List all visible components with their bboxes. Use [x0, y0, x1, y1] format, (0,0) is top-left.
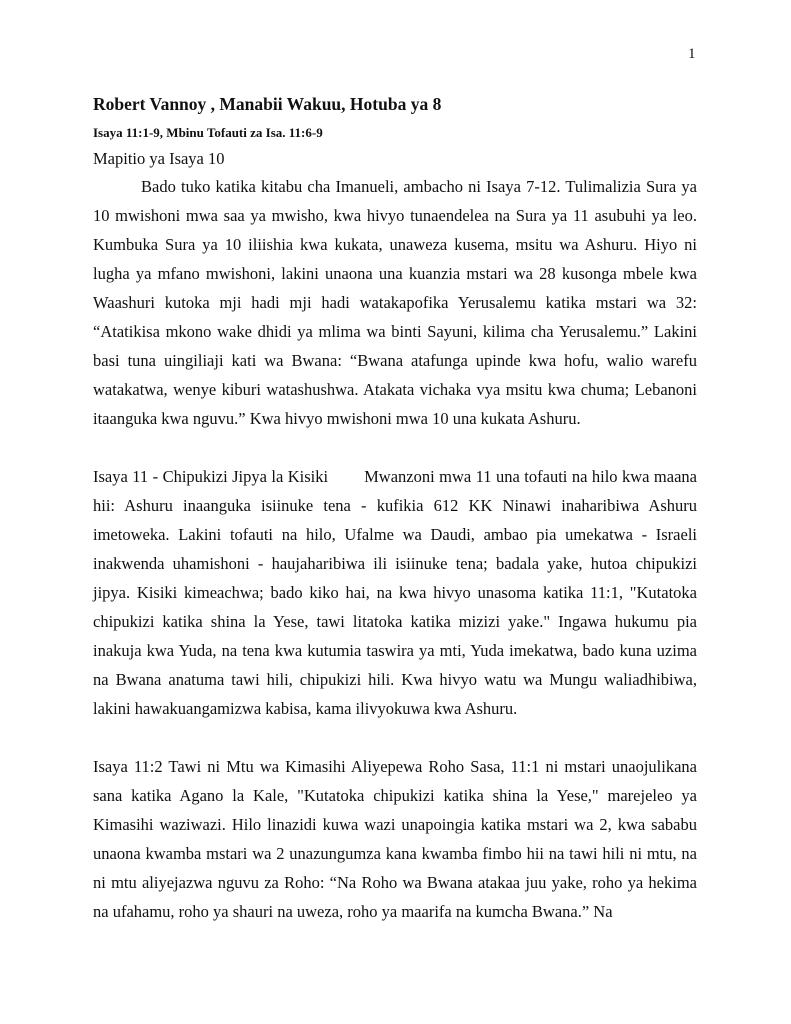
document-body [93, 93, 697, 926]
section-paragraph-messianic-branch [93, 752, 697, 926]
section-body-messianic-branch: Sasa, 11:1 ni mstari unaojulikana sana katika Agano la Kale, "Kutatoka chipukizi katika shina la Yese," marejeleo ya Kimasihi waziwazi. Hilo linazidi kuwa wazi unapoingia katika mstari wa 2, kwa sababu unaona kwamba mstari wa 2 unazungumza kana kwamba fimbo hii na tawi hili ni mtu, na ni mtu aliyejazwa nguvu za Roho: “Na Roho wa Bwana atakaa juu yake, roho ya hekima na ufahamu, roho ya shauri na uweza, roho ya maarifa na kumcha Bwana.” Na [93, 757, 697, 921]
paragraph-gap [93, 433, 697, 462]
section-paragraph-new-shoot [93, 462, 697, 723]
section-body-new-shoot: Mwanzoni mwa 11 una tofauti na hilo kwa maana hii: Ashuru inaanguka isiinuke tena - kufikia 612 KK Ninawi inaharibiwa Ashuru imetoweka. Lakini tofauti na hilo, Ufalme wa Daudi, ambao pia umekatwa - Israeli inakwenda uhamishoni - haujaharibiwa ili isiinuke tena; badala yake, hutoa chipukizi jipya. Kisiki kimeachwa; bado kiko hai, na kwa hivyo unasoma katika 11:1, "Kutatoka chipukizi katika shina la Yese, tawi litatoka katika mizizi yake." Ingawa hukumu pia inakuja kwa Yuda, na tena kwa kutumia taswira ya mti, Yuda imekatwa, bado kuna uzima na Bwana anatuma tawi hili, chipukizi hili. Kwa hivyo watu wa Mungu waliadhibiwa, lakini hawakuangamizwa kabisa, kama ilivyokuwa kwa Ashuru. [93, 467, 697, 718]
section-heading-review: Mapitio ya Isaya 10 [93, 149, 225, 168]
section-heading-new-shoot: Isaya 11 - Chipukizi Jipya la Kisiki [93, 467, 329, 486]
section-paragraph-review: Bado tuko katika kitabu cha Imanueli, ambacho ni Isaya 7-12. Tulimalizia Sura ya 10 mwishoni mwa saa ya mwisho, kwa hivyo tunaendelea na Sura ya 11 asubuhi ya leo. Kumbuka Sura ya 10 iliishia kwa kukata, unaweza kusema, msitu wa Ashuru. Hiyo ni lugha ya mfano mwishoni, lakini unaona una kuanzia mstari wa 28 kusonga mbele kwa Waashuri kutoka mji hadi mji hadi watakapofika Yerusalemu katika mstari wa 32: “Atatikisa mkono wake dhidi ya mlima wa binti Sayuni, kilima cha Yerusalemu.” Lakini basi tuna uingiliaji kati wa Bwana: “Bwana atafunga upinde kwa hofu, walio warefu watakatwa, wenye kiburi watashushwa. Atakata vichaka vya msitu kwa chuma; Lebanoni itaanguka kwa nguvu.” Kwa hivyo mwishoni mwa 10 una kukata Ashuru. [93, 177, 697, 428]
paragraph-gap [93, 723, 697, 752]
page-number: 1 [688, 46, 696, 62]
document-title: Robert Vannoy , Manabii Wakuu, Hotuba ya 8 [93, 94, 442, 114]
document-subtitle: Isaya 11:1-9, Mbinu Tofauti za Isa. 11:6-9 [93, 125, 323, 140]
section-heading-messianic-branch: Isaya 11:2 Tawi ni Mtu wa Kimasihi Aliyepewa Roho [93, 757, 465, 776]
